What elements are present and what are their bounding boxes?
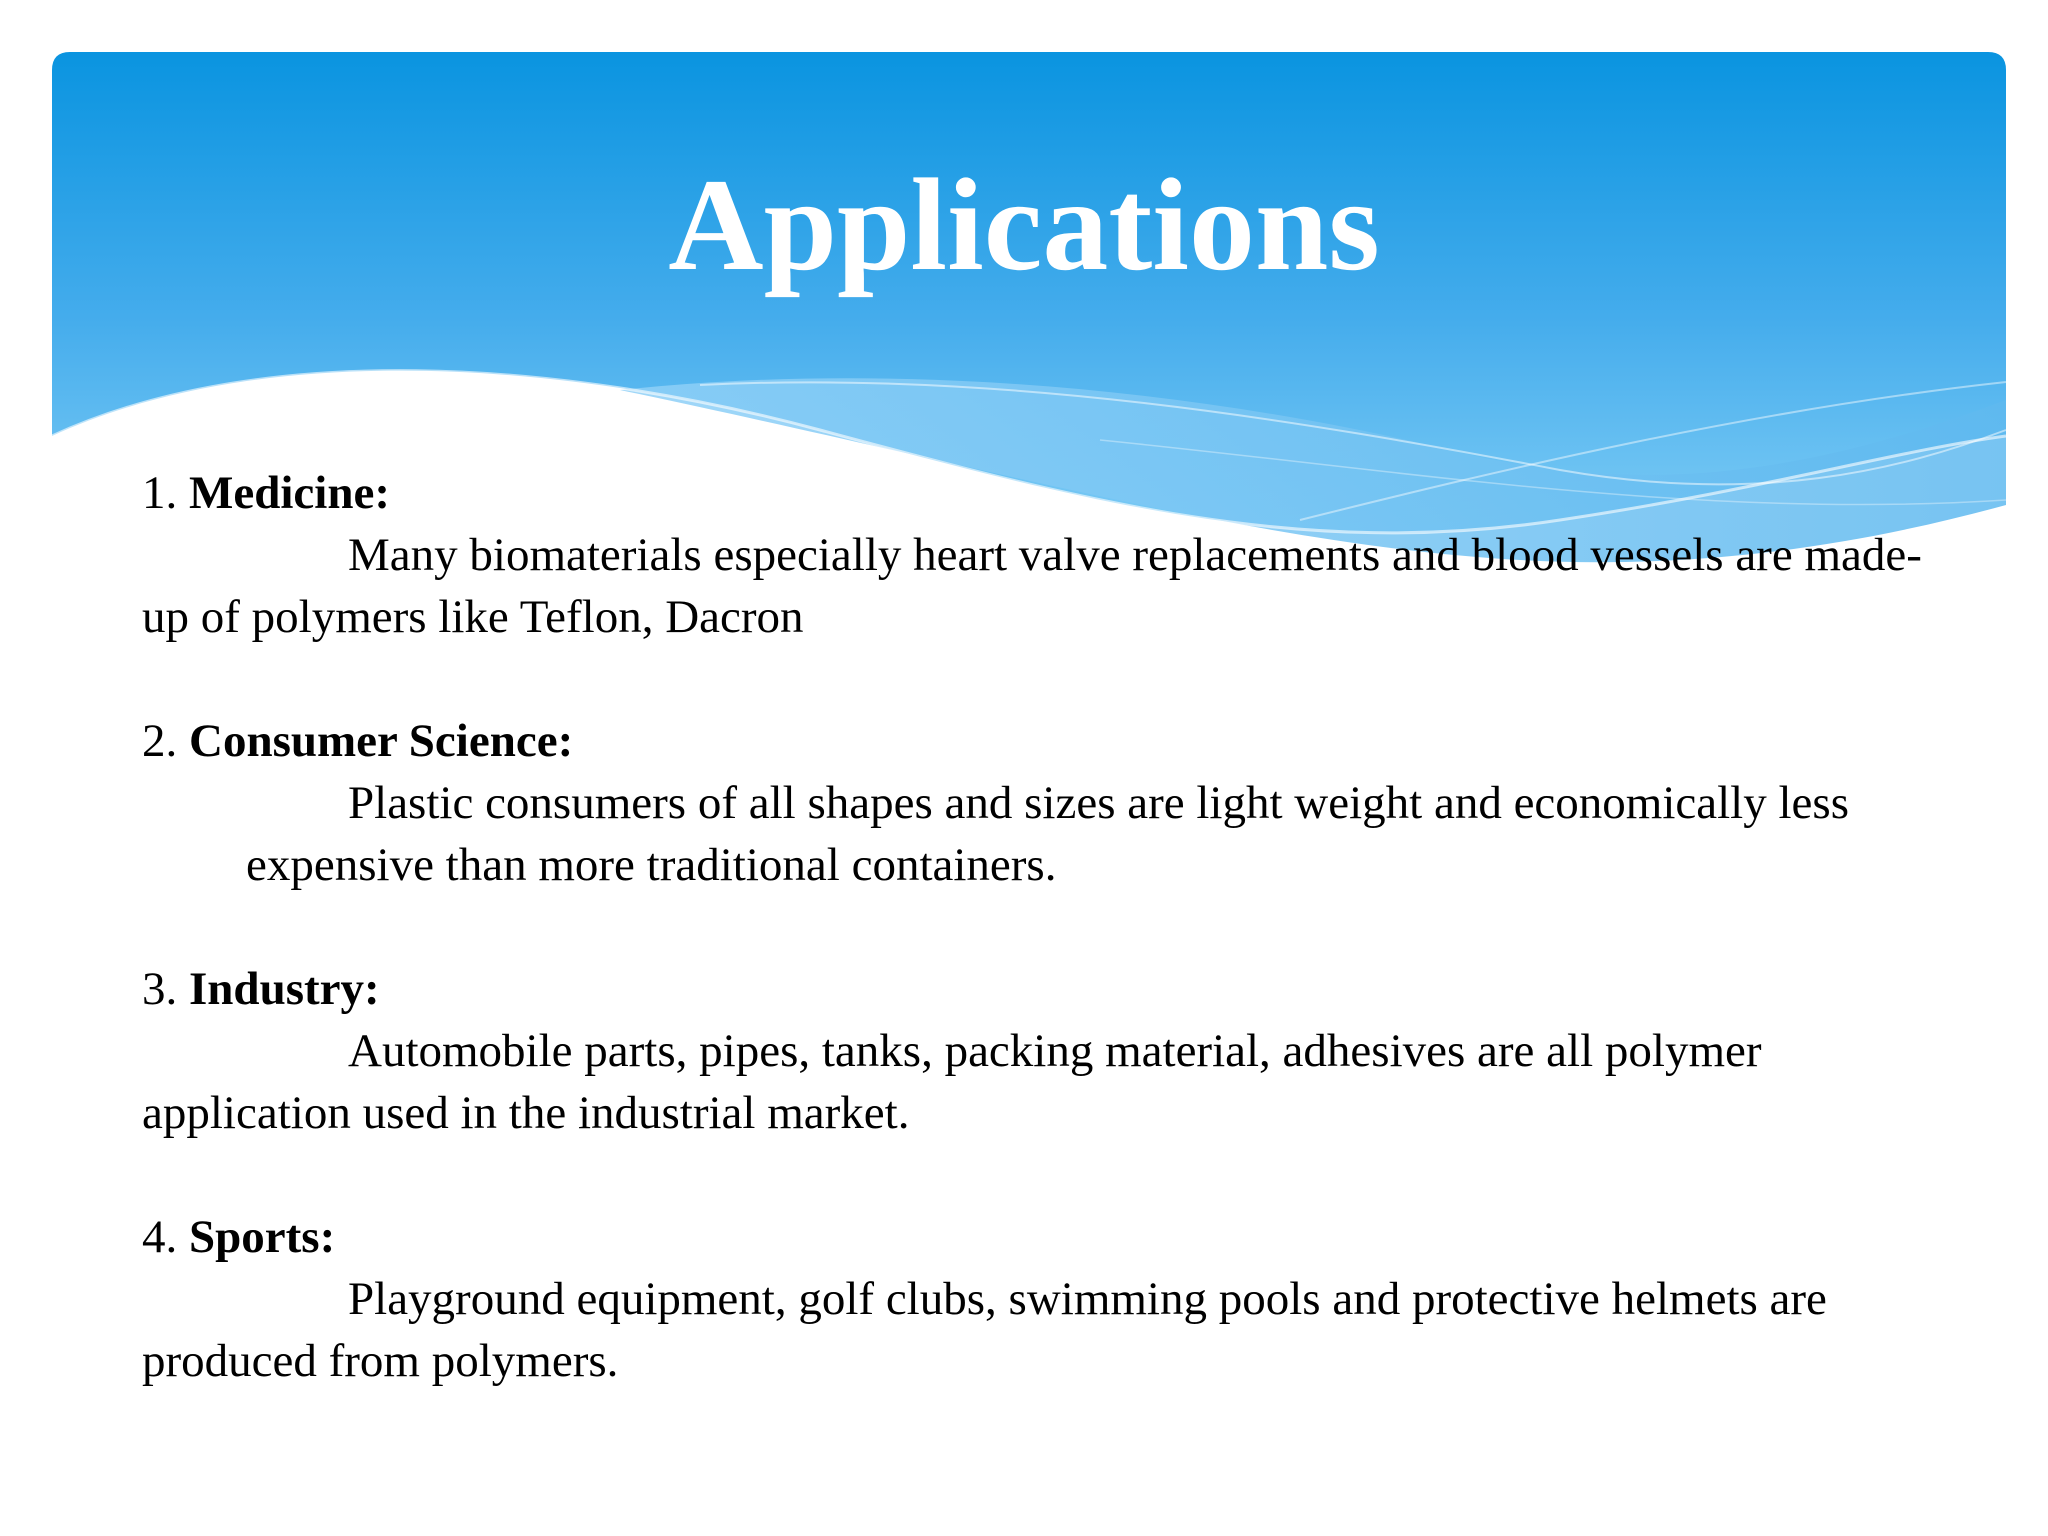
item-number: 4. — [142, 1211, 178, 1263]
item-label: Consumer Science: — [189, 715, 574, 767]
slide-title: Applications — [668, 151, 1380, 298]
item-heading — [142, 1206, 1962, 1268]
item-description: Automobile parts, pipes, tanks, packing material, adhesives are all polymer application used in the industrial market. — [142, 1025, 1762, 1139]
list-item-consumer-science — [142, 710, 1962, 896]
item-number: 1. — [142, 467, 178, 519]
applications-list — [142, 462, 1962, 1454]
item-description: Many biomaterials especially heart valve replacements and blood vessels are made-up of polymers like Teflon, Dacron — [142, 529, 1922, 643]
item-heading — [142, 710, 1962, 772]
list-item-medicine — [142, 462, 1962, 648]
item-heading — [142, 462, 1962, 524]
item-label: Sports: — [189, 1211, 336, 1263]
item-number: 3. — [142, 963, 178, 1015]
item-label: Medicine: — [189, 467, 390, 519]
item-description: Plastic consumers of all shapes and sizes are light weight and economically less expensive than more traditional containers. — [246, 777, 1849, 891]
item-heading — [142, 958, 1962, 1020]
item-number: 2. — [142, 715, 178, 767]
item-label: Industry: — [189, 963, 380, 1015]
list-item-industry — [142, 958, 1962, 1144]
item-description: Playground equipment, golf clubs, swimming pools and protective helmets are produced from polymers. — [142, 1273, 1827, 1387]
list-item-sports — [142, 1206, 1962, 1392]
